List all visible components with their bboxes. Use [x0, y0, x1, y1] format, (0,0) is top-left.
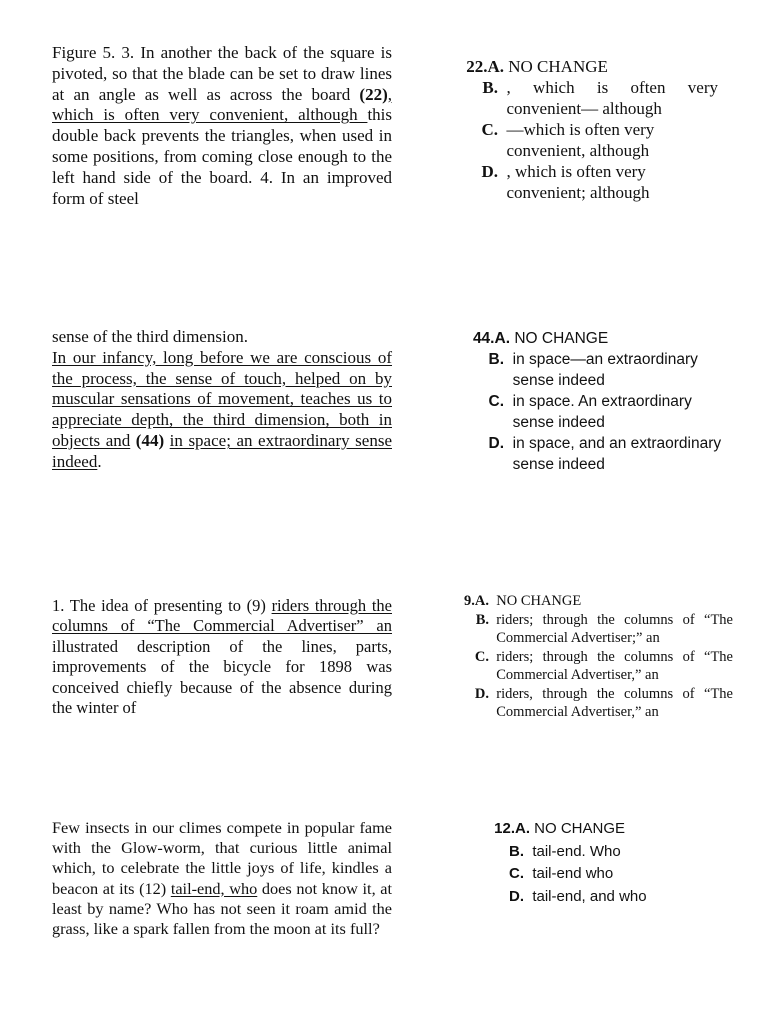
- question-number-ref: (44): [135, 430, 165, 450]
- passage-text: does not know it, at least by name? Who has not seen it roam amid the grass, like a spark fallen from the moon at its full?: [52, 878, 393, 939]
- passage-text: illustrated description of the lines, parts, improvements of the bicycle for 1898 was conceived chiefly because of the absence during the winter of: [52, 636, 392, 718]
- passage-text: .: [97, 451, 102, 471]
- question-number: 9.: [464, 593, 475, 609]
- question-44: [470, 328, 726, 475]
- option-label: A.: [487, 57, 504, 76]
- passage-text: Figure 5. 3. In another the back of the square is pivoted, so that the blade can be set to draw lines at an angle as well as across the board: [52, 43, 392, 104]
- option-text: in space, and an extraordinary sense indeed: [512, 435, 722, 473]
- option-c[interactable]: [461, 648, 733, 685]
- passage-22: [52, 43, 392, 209]
- question-number: 44.: [472, 330, 495, 347]
- option-label: C.: [488, 393, 504, 410]
- option-a[interactable]: [461, 592, 733, 611]
- option-text: in space—an extraordinary sense indeed: [512, 351, 698, 389]
- option-label: C.: [509, 865, 524, 882]
- underlined-segment: In our infancy, long before we are conscious of the process, the sense of touch, helped on by muscular sensations of movement, teaches us to appreciate depth, the third dimension, both in objects and: [52, 347, 392, 450]
- option-text: NO CHANGE: [496, 593, 582, 609]
- option-label: D.: [481, 162, 498, 181]
- option-text: riders; through the columns of “The Commercial Advertiser,” an: [496, 648, 733, 683]
- option-a[interactable]: [490, 818, 710, 841]
- option-text: riders, through the columns of “The Commercial Advertiser,” an: [496, 685, 733, 720]
- option-b[interactable]: [462, 77, 718, 119]
- underlined-segment: tail-end, who: [170, 878, 258, 898]
- option-text: , which is often very convenient— although: [506, 78, 718, 118]
- question-22: [462, 56, 718, 203]
- question-number-ref: (22): [359, 84, 388, 104]
- question-9: [461, 592, 733, 722]
- option-c[interactable]: [470, 391, 726, 433]
- option-label: B.: [475, 611, 489, 628]
- passage-text: this double back prevents the triangles, when used in some positions, from coming close enough to the left hand side of the board. 4. In an improved form of steel: [52, 105, 392, 208]
- question-number: 12.: [494, 820, 515, 837]
- option-c[interactable]: [462, 119, 718, 161]
- option-label: B.: [488, 351, 504, 368]
- option-text: tail-end. Who: [532, 842, 621, 860]
- passage-text: Few insects in our climes compete in popular fame with the Glow-worm, that curious little animal which, to celebrate the little joys of life, kindles a beacon at its (12): [52, 818, 392, 898]
- option-label: D.: [474, 685, 489, 702]
- option-b[interactable]: [461, 611, 733, 648]
- option-d[interactable]: [462, 161, 718, 203]
- option-label: D.: [509, 887, 524, 905]
- option-b[interactable]: [470, 349, 726, 391]
- option-text: riders; through the columns of “The Commercial Advertiser;” an: [496, 611, 733, 646]
- option-text: tail-end, and who: [532, 887, 647, 905]
- option-label: B.: [509, 842, 524, 860]
- underlined-segment: in space; an extraordinary sense indeed: [52, 430, 392, 471]
- passage-text: sense of the third dimension.: [52, 327, 248, 346]
- option-c[interactable]: [490, 863, 710, 886]
- option-label: D.: [488, 435, 504, 452]
- passage-44: [52, 327, 392, 473]
- option-text: NO CHANGE: [514, 330, 609, 347]
- option-d[interactable]: [461, 685, 733, 722]
- question-12: [490, 818, 710, 908]
- passage-text: 1. The idea of presenting to (9): [52, 596, 272, 615]
- option-a[interactable]: [470, 328, 726, 349]
- option-d[interactable]: [490, 886, 710, 909]
- option-label: A.: [515, 820, 530, 837]
- option-b[interactable]: [490, 841, 710, 864]
- option-label: A.: [494, 330, 510, 347]
- option-text: —which is often very convenient, although: [506, 120, 655, 160]
- option-text: NO CHANGE: [508, 57, 608, 76]
- passage-12: [52, 818, 392, 939]
- option-text: , which is often very convenient; although: [506, 162, 650, 202]
- passage-9: [52, 596, 392, 718]
- underlined-segment: riders through the columns of “The Commercial Advertiser” an: [52, 596, 392, 636]
- option-label: C.: [481, 120, 498, 139]
- option-label: A.: [474, 593, 489, 609]
- option-d[interactable]: [470, 433, 726, 475]
- option-label: C.: [474, 648, 489, 665]
- option-text: tail-end who: [532, 865, 614, 882]
- option-text: in space. An extraordinary sense indeed: [512, 393, 692, 431]
- option-text: NO CHANGE: [534, 820, 626, 837]
- option-a[interactable]: [462, 56, 718, 77]
- underlined-segment: , which is often very convenient, although: [52, 84, 392, 125]
- option-label: B.: [482, 78, 498, 97]
- question-number: 22.: [466, 57, 488, 76]
